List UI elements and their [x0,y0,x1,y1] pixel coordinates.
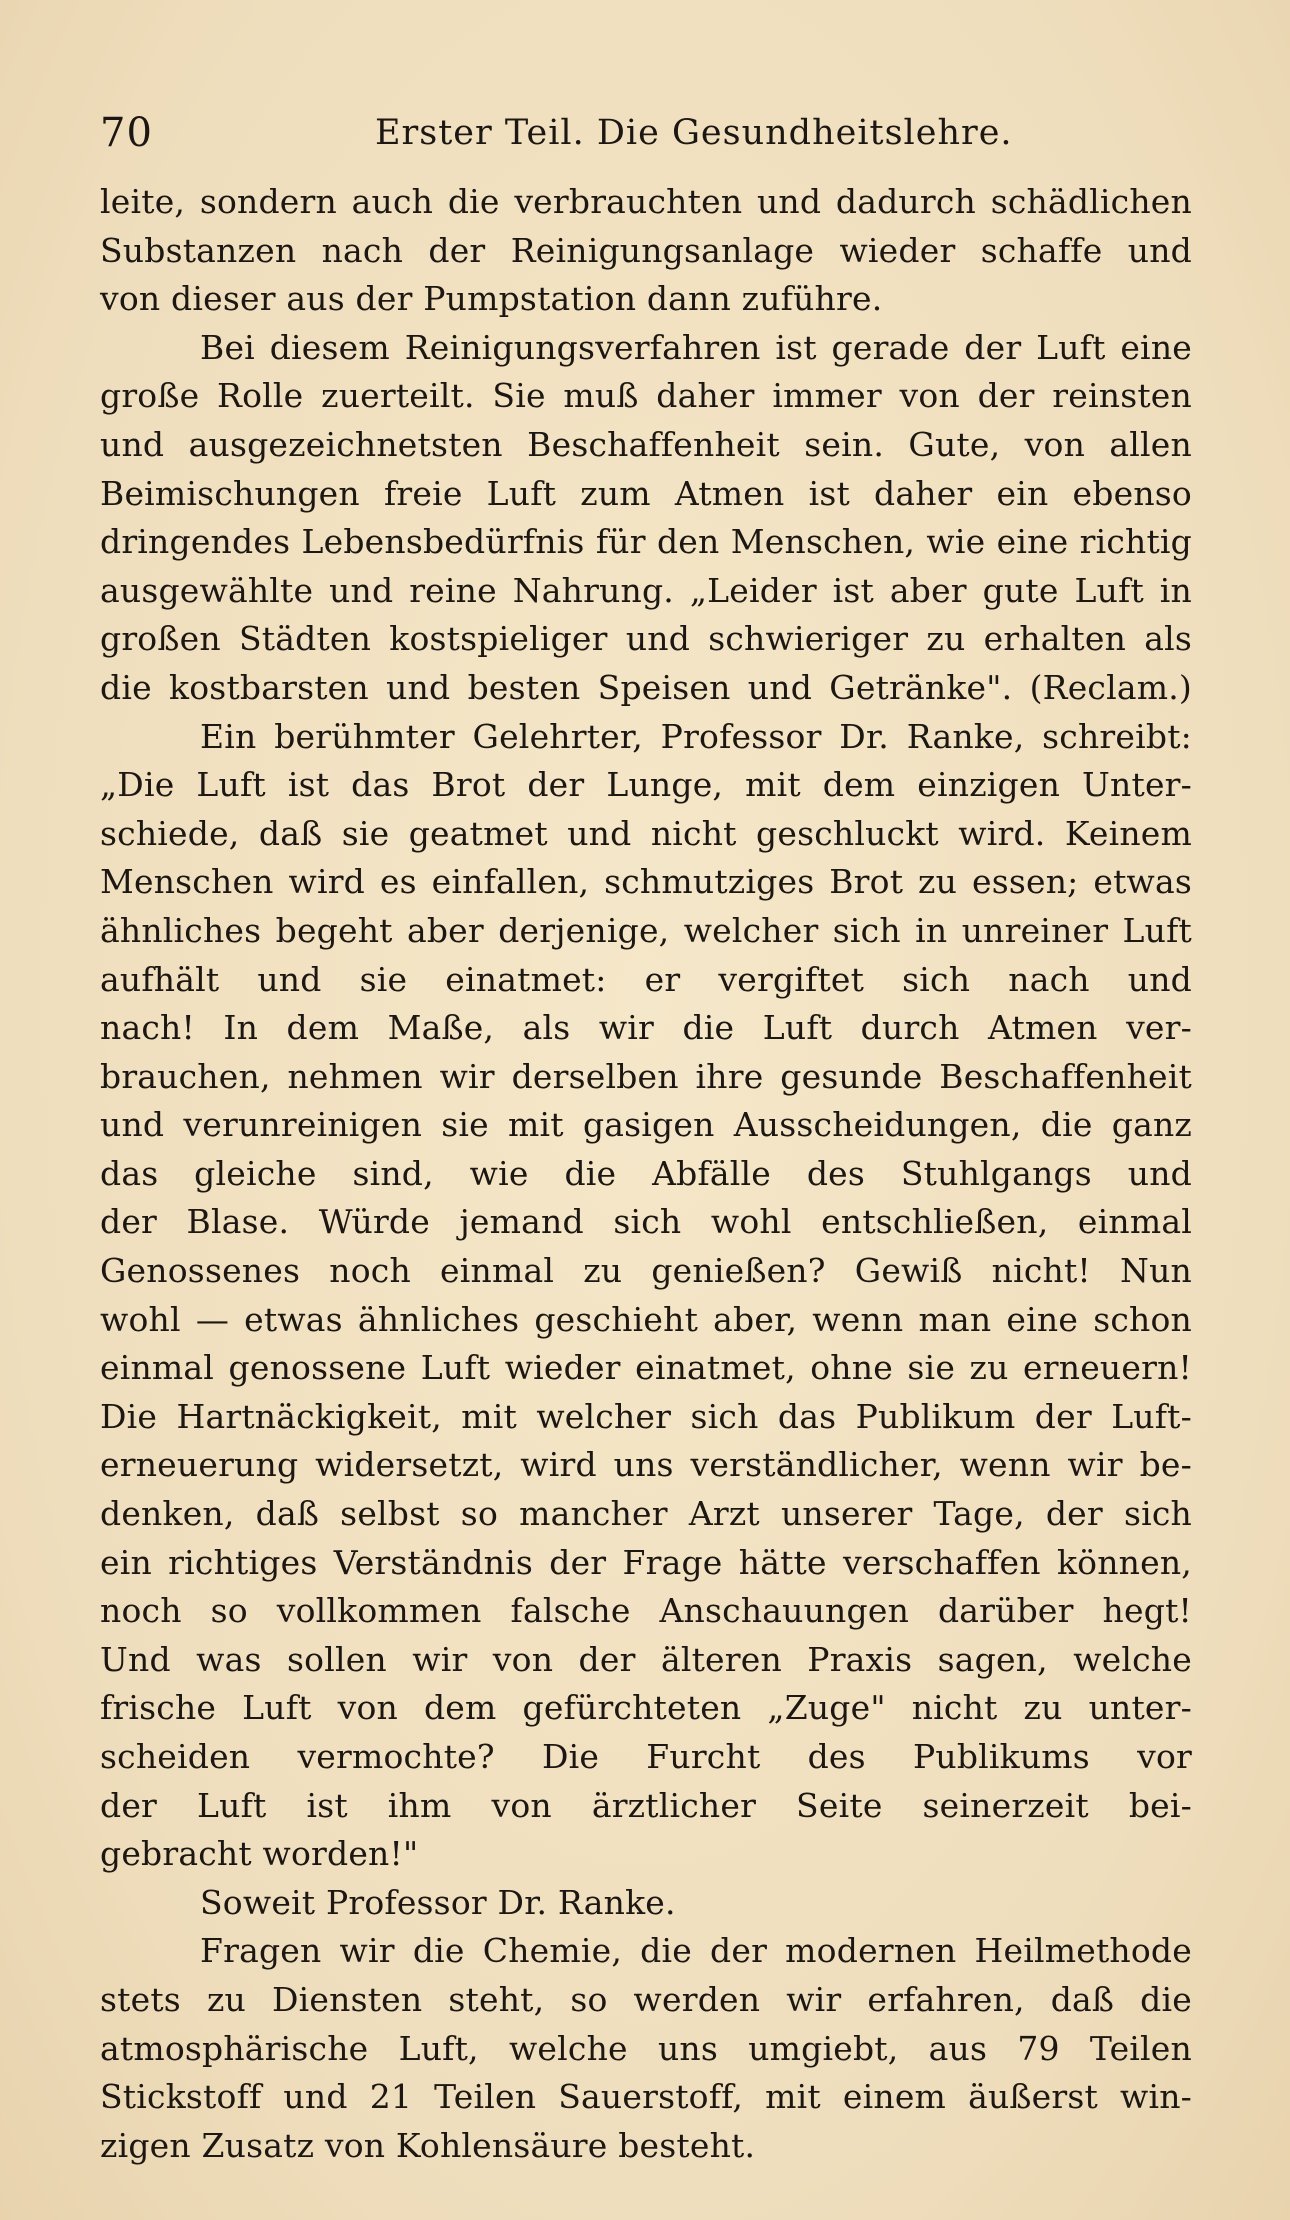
text-line: Die Hartnäckigkeit, mit welcher sich das Publikum der Luft- [100,1396,1192,1436]
text-line: und ausgezeichnetsten Beschaffenheit sein. Gute, von allen [100,424,1192,464]
text-line: Stickstoff und 21 Teilen Sauerstoff, mit einem äußerst win- [100,2077,1192,2117]
text-line: Fragen wir die Chemie, die der modernen Heilmethode [200,1931,1192,1971]
text-line: leite, sondern auch die verbrauchten und dadurch schädlichen [100,182,1192,221]
page-header [100,108,1200,158]
text-line: wohl — etwas ähnliches geschieht aber, wenn man eine schon [100,1299,1192,1339]
text-line: zigen Zusatz von Kohlensäure besteht. [100,2125,756,2165]
text-line: Beimischungen freie Luft zum Atmen ist daher ein ebenso [100,473,1192,513]
running-head: Erster Teil. Die Gesundheitslehre. [375,113,1013,153]
page-number: 70 [100,110,153,156]
text-line: Substanzen nach der Reinigungsanlage wieder schaffe und [100,230,1192,270]
text-line: ähnliches begeht aber derjenige, welcher sich in unreiner Luft [100,910,1192,950]
text-line: und verunreinigen sie mit gasigen Ausscheidungen, die ganz [100,1105,1192,1145]
text-line: Genossenes noch einmal zu genießen? Gewiß nicht! Nun [100,1251,1192,1291]
text-line: Bei diesem Reinigungsverfahren ist gerade der Luft eine [200,327,1192,367]
text-line: das gleiche sind, wie die Abfälle des Stuhlgangs und [100,1153,1192,1193]
text-line: noch so vollkommen falsche Anschauungen darüber hegt! [100,1591,1192,1631]
text-line: Ein berühmter Gelehrter, Professor Dr. Ranke, schreibt: [200,716,1192,756]
body-text [100,178,1192,2170]
text-line: „Die Luft ist das Brot der Lunge, mit dem einzigen Unter- [100,765,1192,805]
text-line: ausgewählte und reine Nahrung. „Leider ist aber gute Luft in [100,570,1192,610]
text-line: dringendes Lebensbedürfnis für den Menschen, wie eine richtig [100,522,1192,562]
text-line: die kostbarsten und besten Speisen und Getränke". (Reclam.) [100,667,1192,707]
text-line: Soweit Professor Dr. Ranke. [200,1882,676,1922]
text-line: der Luft ist ihm von ärztlicher Seite seinerzeit bei- [100,1785,1192,1825]
text-line: von dieser aus der Pumpstation dann zuführe. [100,279,883,319]
text-line: erneuerung widersetzt, wird uns verständlicher, wenn wir be- [100,1445,1192,1485]
text-line: großen Städten kostspieliger und schwieriger zu erhalten als [100,619,1192,659]
text-line: Und was sollen wir von der älteren Praxis sagen, welche [100,1639,1192,1679]
text-line: gebracht worden!" [100,1834,419,1874]
text-line: ein richtiges Verständnis der Frage hätte verschaffen können, [100,1542,1192,1582]
text-line: Menschen wird es einfallen, schmutziges Brot zu essen; etwas [100,862,1192,902]
text-line: atmosphärische Luft, welche uns umgiebt, aus 79 Teilen [100,2028,1192,2068]
text-line: nach! In dem Maße, als wir die Luft durch Atmen ver- [100,1008,1192,1048]
text-line: aufhält und sie einatmet: er vergiftet sich nach und [100,959,1192,999]
text-line: denken, daß selbst so mancher Arzt unserer Tage, der sich [100,1494,1192,1534]
text-line: brauchen, nehmen wir derselben ihre gesunde Beschaffenheit [100,1056,1192,1096]
text-line: stets zu Diensten steht, so werden wir erfahren, daß die [100,1979,1192,2019]
text-line: einmal genossene Luft wieder einatmet, ohne sie zu erneuern! [100,1348,1192,1388]
text-line: große Rolle zuerteilt. Sie muß daher immer von der reinsten [100,376,1192,416]
text-line: schiede, daß sie geatmet und nicht geschluckt wird. Keinem [100,813,1192,853]
text-line: frische Luft von dem gefürchteten „Zuge" nicht zu unter- [100,1688,1192,1728]
text-line: scheiden vermochte? Die Furcht des Publikums vor [100,1737,1192,1776]
text-line: der Blase. Würde jemand sich wohl entschließen, einmal [100,1202,1192,1242]
